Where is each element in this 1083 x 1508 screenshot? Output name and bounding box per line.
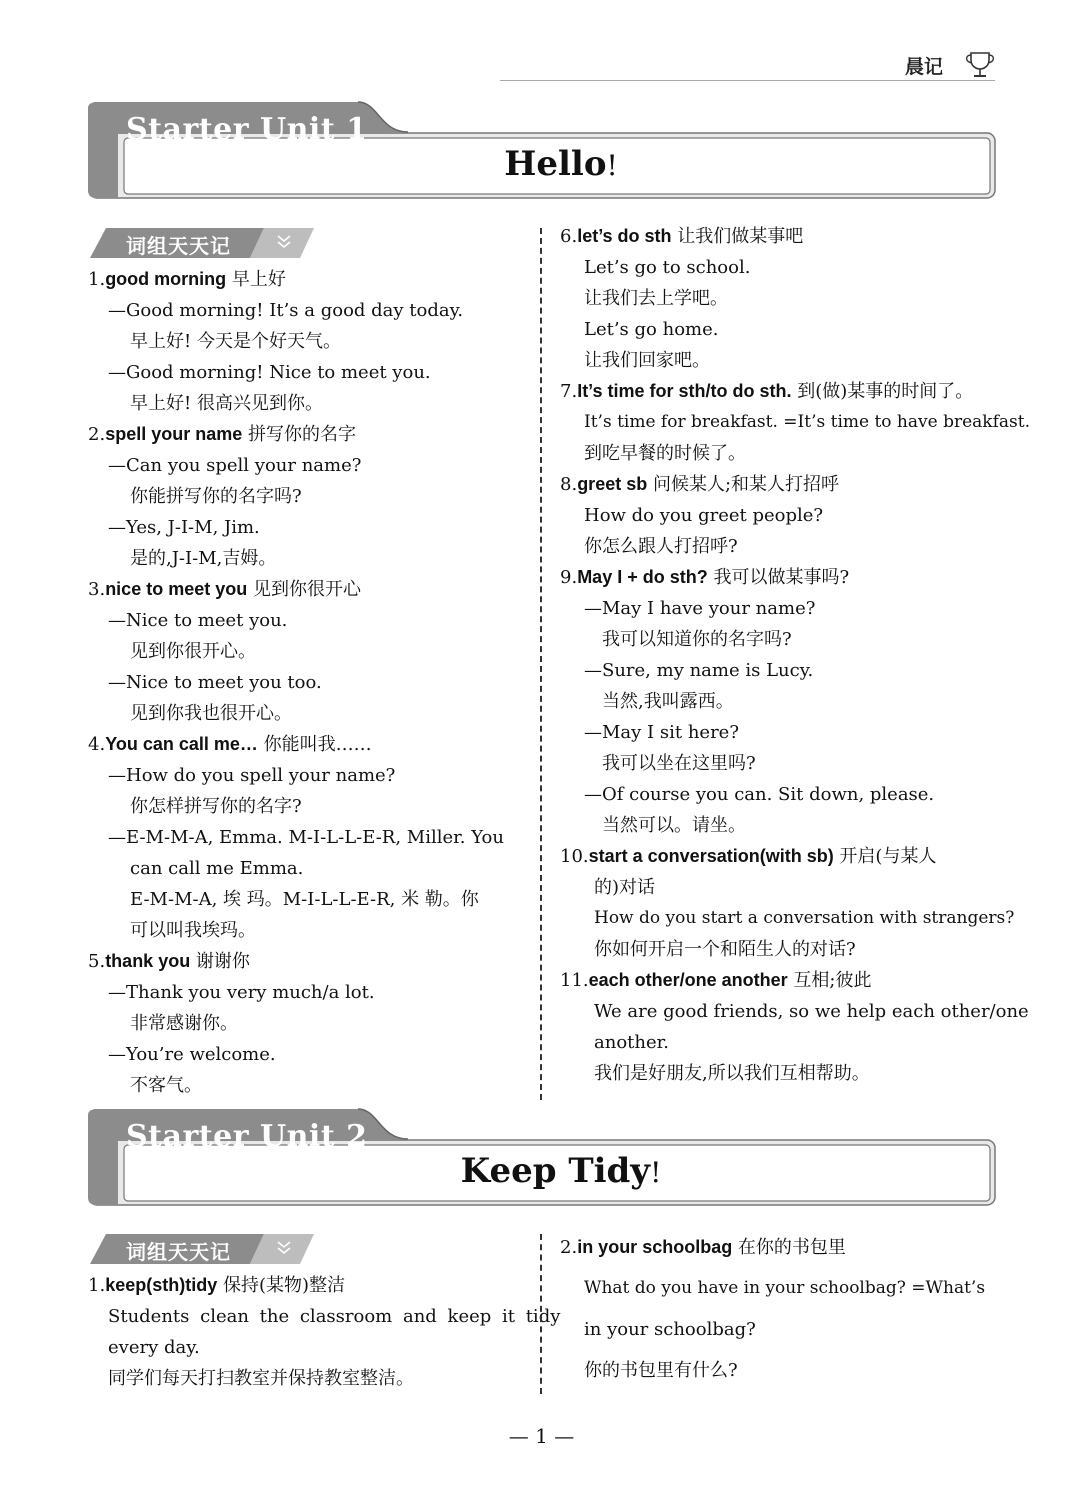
brand-label: 晨记: [904, 56, 943, 78]
example-zh: 可以叫我埃玛。: [130, 920, 256, 941]
entry-heading: 2.in your schoolbag 在你的书包里: [560, 1237, 846, 1258]
unit-label: Starter Unit 2: [126, 1119, 368, 1154]
example-zh: 让我们回家吧。: [584, 350, 710, 371]
entry-heading: 7.It’s time for sth/to do sth. 到(做)某事的时间了。: [560, 381, 974, 402]
entry-heading-cont: 的)对话: [594, 877, 656, 898]
example-en: —Nice to meet you.: [108, 610, 288, 631]
example-zh: 早上好! 很高兴见到你。: [130, 393, 323, 414]
example-zh: 你怎么跟人打招呼?: [584, 536, 738, 557]
example-en-cont: another.: [594, 1032, 669, 1053]
example-en: —Yes, J-I-M, Jim.: [108, 517, 260, 538]
example-zh: 你如何开启一个和陌生人的对话?: [594, 939, 856, 960]
example-en: Let’s go to school.: [584, 257, 751, 278]
column-divider: [540, 228, 542, 1100]
example-zh: 到吃早餐的时候了。: [584, 443, 746, 464]
example-en: —Good morning! Nice to meet you.: [108, 362, 431, 383]
example-en: —Of course you can. Sit down, please.: [584, 784, 935, 805]
header-rule: [500, 80, 995, 81]
example-en-cont: can call me Emma.: [130, 858, 304, 879]
example-zh: 是的,J-I-M,吉姆。: [130, 548, 277, 569]
section-badge: 词组天天记: [88, 1232, 318, 1266]
example-zh: 当然可以。请坐。: [602, 815, 746, 836]
example-en: How do you start a conversation with strangers?: [594, 908, 1015, 928]
unit-title: Keep Tidy!: [460, 1151, 662, 1191]
example-en: —How do you spell your name?: [108, 765, 396, 786]
example-en: —May I have your name?: [584, 598, 816, 619]
example-zh: 我们是好朋友,所以我们互相帮助。: [594, 1063, 870, 1084]
section-badge: 词组天天记: [88, 226, 318, 260]
example-en: —You’re welcome.: [108, 1044, 276, 1065]
example-zh: 非常感谢你。: [130, 1013, 238, 1034]
example-zh: 让我们去上学吧。: [584, 288, 728, 309]
example-zh: 我可以知道你的名字吗?: [602, 629, 792, 650]
example-en: —E-M-M-A, Emma. M-I-L-L-E-R, Miller. You: [108, 827, 504, 848]
unit1-left-column: [88, 264, 520, 1101]
example-en-cont: in your schoolbag?: [584, 1319, 756, 1340]
unit-banner: [88, 100, 996, 200]
example-en: —Good morning! It’s a good day today.: [108, 300, 464, 321]
trophy-icon: [963, 50, 997, 80]
example-zh: 早上好! 今天是个好天气。: [130, 331, 341, 352]
column-divider: [540, 1234, 542, 1394]
unit1-right-column: [560, 221, 1030, 1089]
entry-heading: 3.nice to meet you 见到你很开心: [88, 579, 361, 600]
entry-heading: 9.May I + do sth? 我可以做某事吗?: [560, 567, 850, 588]
example-zh: 当然,我叫露西。: [602, 691, 734, 712]
example-en: Students clean the classroom and keep it tidy: [108, 1306, 561, 1327]
example-zh: 我可以坐在这里吗?: [602, 753, 756, 774]
example-en: What do you have in your schoolbag? =What’s: [584, 1278, 986, 1298]
example-en: It’s time for breakfast. =It’s time to have breakfast.: [584, 412, 1030, 432]
example-zh: E-M-M-A, 埃 玛。M-I-L-L-E-R, 米 勒。你: [130, 889, 479, 910]
unit-title: Hello!: [504, 144, 618, 184]
unit2-right-column: [560, 1227, 998, 1391]
unit-label: Starter Unit 1: [126, 112, 368, 147]
entry-heading: 11.each other/one another 互相;彼此: [560, 970, 872, 991]
example-en: Let’s go home.: [584, 319, 719, 340]
example-zh: 见到你我也很开心。: [130, 703, 292, 724]
example-en: —May I sit here?: [584, 722, 739, 743]
example-zh: 你怎样拼写你的名字?: [130, 796, 302, 817]
entry-heading: 10.start a conversation(with sb) 开启(与某人: [560, 846, 937, 867]
entry-heading: 1.good morning 早上好: [88, 269, 286, 290]
example-en-cont: every day.: [108, 1337, 200, 1358]
entry-heading: 8.greet sb 问候某人;和某人打招呼: [560, 474, 840, 495]
example-zh: 你能拼写你的名字吗?: [130, 486, 302, 507]
example-en: —Sure, my name is Lucy.: [584, 660, 814, 681]
unit-banner: [88, 1107, 996, 1207]
entry-heading: 6.let’s do sth 让我们做某事吧: [560, 226, 804, 247]
example-en: —Nice to meet you too.: [108, 672, 322, 693]
entry-heading: 5.thank you 谢谢你: [88, 951, 250, 972]
example-en: How do you greet people?: [584, 505, 824, 526]
example-en: —Can you spell your name?: [108, 455, 362, 476]
page-number: — 1 —: [508, 1424, 575, 1448]
example-zh: 你的书包里有什么?: [584, 1360, 738, 1381]
entry-heading: 4.You can call me… 你能叫我……: [88, 734, 372, 755]
example-zh: 不客气。: [130, 1075, 202, 1096]
example-en: We are good friends, so we help each other/one: [594, 1001, 1029, 1022]
unit2-left-column: [88, 1270, 561, 1394]
entry-heading: 2.spell your name 拼写你的名字: [88, 424, 356, 445]
entry-heading: 1.keep(sth)tidy 保持(某物)整洁: [88, 1275, 345, 1296]
example-en: —Thank you very much/a lot.: [108, 982, 375, 1003]
example-zh: 见到你很开心。: [130, 641, 256, 662]
example-zh: 同学们每天打扫教室并保持教室整洁。: [108, 1368, 414, 1389]
